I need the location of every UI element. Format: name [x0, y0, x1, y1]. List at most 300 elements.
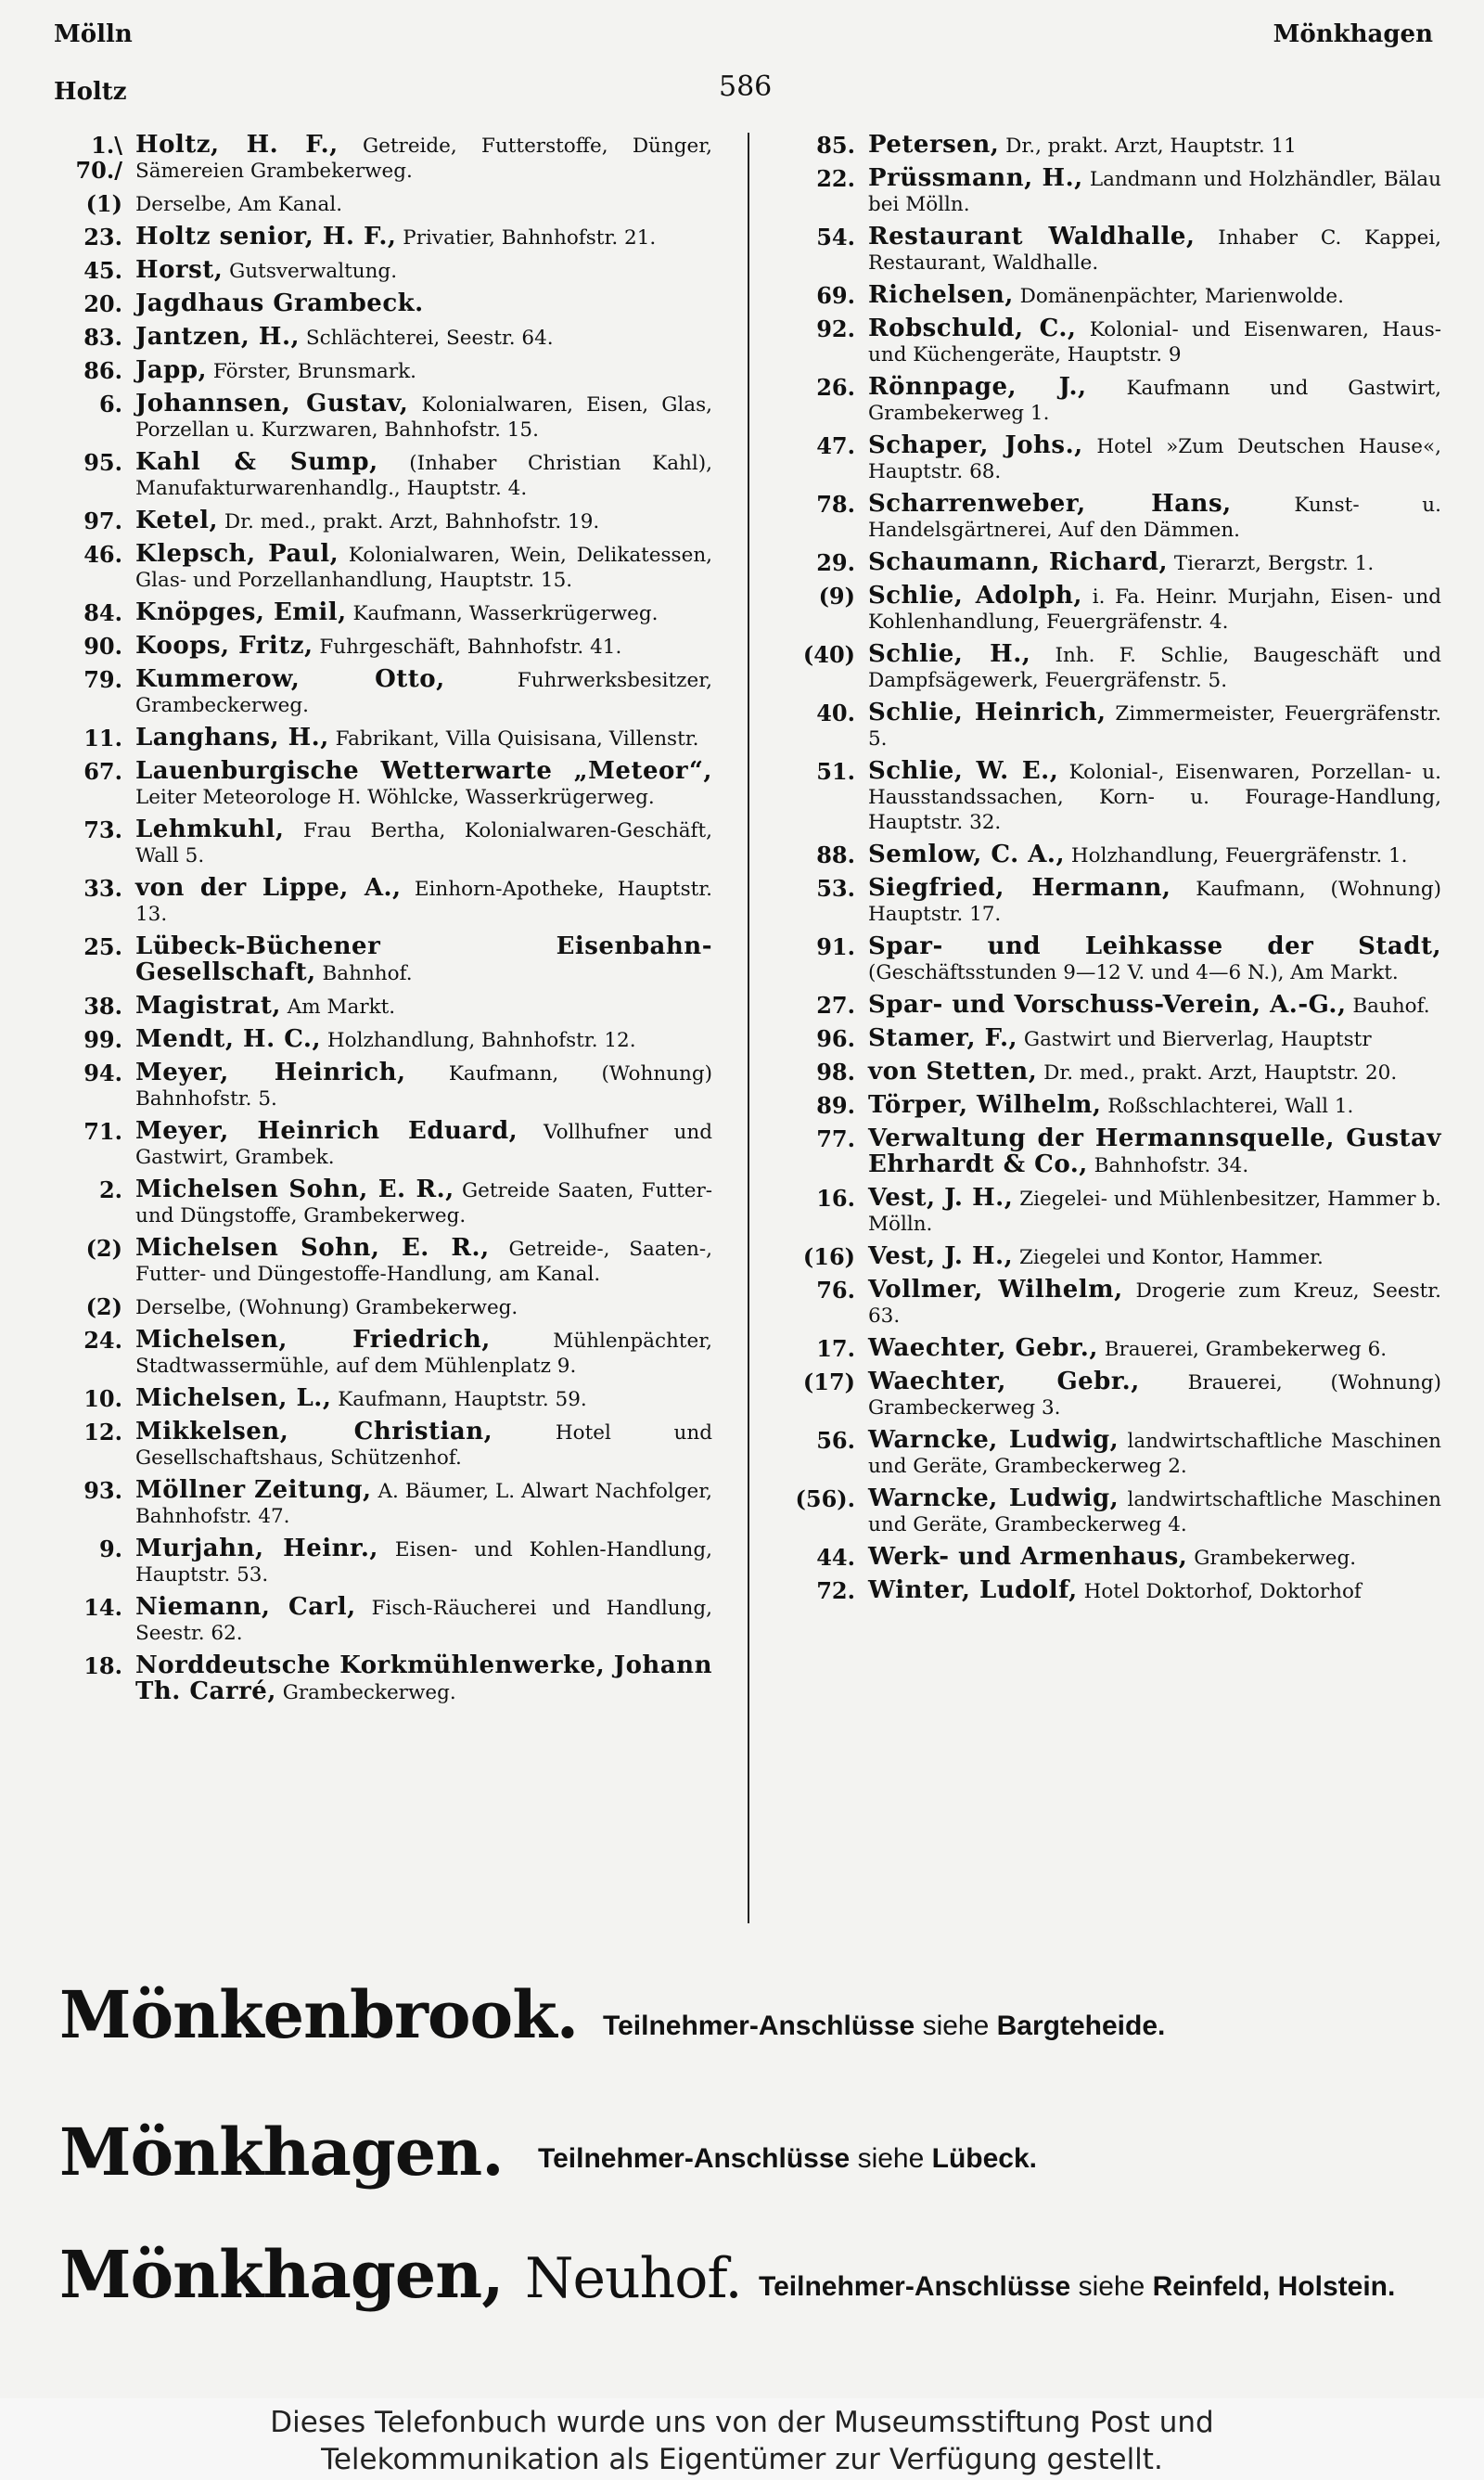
list-item: [45, 258, 712, 284]
entry-details: Holzhandlung, Feuergräfenstr. 1.: [1070, 844, 1408, 867]
entry-text: [868, 700, 1441, 752]
entry-details: Inh. F. Schlie, Baugeschäft und Dampfsägewerk, Feuergräfenstr. 5.: [868, 644, 1441, 692]
entry-number: 78.: [816, 491, 855, 518]
entry-number: 96.: [816, 1025, 855, 1052]
entry-text: [868, 1026, 1441, 1052]
entry-name: Petersen,: [868, 131, 1000, 159]
entry-details: Derselbe, (Wohnung) Grambekerweg.: [135, 1296, 518, 1319]
entry-name: Meyer, Heinrich,: [135, 1059, 406, 1086]
entry-name: Schlie, H.,: [868, 640, 1031, 668]
entry-name: Niemann, Carl,: [135, 1593, 356, 1621]
entry-details: Leiter Meteorologe H. Wöhlcke, Wasserkrügerweg.: [135, 786, 655, 809]
entry-details: Tierarzt, Bergstr. 1.: [1173, 552, 1375, 575]
right-column: [777, 133, 1441, 1612]
list-item: [45, 667, 712, 718]
list-item: [777, 375, 1441, 426]
entry-details: (Geschäftsstunden 9—12 V. und 4—6 N.), Am Markt.: [868, 961, 1399, 984]
entry-number: (16): [802, 1243, 855, 1270]
entry-number: (9): [818, 583, 855, 610]
entry-number: 17.: [816, 1335, 855, 1362]
entry-name: Spar- und Leihkasse der Stadt,: [868, 932, 1441, 960]
entry-details: Inhaber C. Kappei, Restaurant, Waldhalle.: [868, 226, 1442, 275]
entry-number: 99.: [83, 1026, 122, 1053]
entry-number: (1): [85, 190, 122, 217]
list-item: [45, 1027, 712, 1053]
entry-number: 95.: [83, 449, 122, 476]
entry-name: Koops, Fritz,: [135, 632, 313, 660]
entry-details: Derselbe, Am Kanal.: [135, 193, 343, 216]
list-item: [777, 1428, 1441, 1479]
entry-text: [135, 325, 712, 351]
entry-details: Hotel Doktorhof, Doktorhof: [1083, 1580, 1362, 1603]
entry-number: 92.: [816, 315, 855, 342]
entry-details: Gastwirt und Bierverlag, Hauptstr: [1023, 1028, 1372, 1051]
entry-text: [868, 225, 1441, 276]
entry-text: [135, 1595, 712, 1646]
entry-name: Siegfried, Hermann,: [868, 874, 1171, 902]
entry-details: Vollhufner und Gastwirt, Grambek.: [135, 1121, 713, 1169]
entry-details: Roßschlachterei, Wall 1.: [1107, 1095, 1354, 1118]
entry-number: 98.: [816, 1059, 855, 1086]
entry-text: [135, 1328, 712, 1379]
entry-name: Michelsen, L.,: [135, 1384, 332, 1412]
entry-text: [135, 759, 712, 810]
list-item: [777, 492, 1441, 543]
entry-number: 29.: [816, 549, 855, 576]
entry-details: Getreide, Futterstoffe, Dünger, Sämereien Grambekerweg.: [135, 135, 712, 183]
entry-text: [135, 634, 712, 660]
entry-text: [868, 1244, 1441, 1270]
entry-number: 83.: [83, 324, 122, 351]
entry-name: Vest, J. H.,: [868, 1242, 1014, 1270]
entry-number: 16.: [816, 1185, 855, 1212]
entry-name: Kummerow, Otto,: [135, 665, 445, 693]
entry-number: 93.: [83, 1477, 122, 1504]
column-divider: [748, 133, 749, 1923]
entry-number: (2): [85, 1293, 122, 1320]
list-item: [777, 283, 1441, 309]
entry-name: Mendt, H. C.,: [135, 1025, 322, 1053]
entry-text: [135, 225, 712, 251]
entry-number: 33.: [83, 875, 122, 902]
entry-number: 46.: [83, 541, 122, 568]
entry-text: [135, 508, 712, 534]
left-column: [45, 133, 712, 1713]
entry-number: 56.: [816, 1427, 855, 1454]
list-item: [777, 166, 1441, 217]
list-item: [45, 1536, 712, 1587]
entry-details: Getreide Saaten, Futter- und Düngstoffe, Grambekerweg.: [135, 1179, 712, 1227]
list-item: [45, 1294, 712, 1320]
entry-details: Kaufmann und Gastwirt, Grambekerweg 1.: [868, 377, 1441, 425]
section-title-moenkhagen: [59, 2114, 504, 2191]
entry-name: von Stetten,: [868, 1058, 1038, 1086]
entry-name: Schaumann, Richard,: [868, 548, 1169, 576]
entry-details: Ziegelei- und Mühlenbesitzer, Hammer b. Mölln.: [868, 1188, 1442, 1236]
entry-details: Kolonial- und Eisenwaren, Haus- und Küchengeräte, Hauptstr. 9: [868, 318, 1442, 366]
entry-text: [868, 1336, 1441, 1362]
list-item: [45, 450, 712, 501]
section-title-text: Mönkhagen.: [59, 2114, 504, 2191]
note-target: Bargteheide.: [996, 2011, 1166, 2041]
entry-number: 14.: [83, 1594, 122, 1621]
entry-text: [868, 375, 1441, 426]
entry-name: Murjahn, Heinr.,: [135, 1535, 378, 1562]
entry-number: 1.\ 70./: [75, 132, 122, 184]
entry-name: Holtz senior, H. F.,: [135, 223, 397, 251]
entry-text: [868, 1278, 1441, 1329]
entry-details: Grambekerweg.: [1194, 1547, 1357, 1570]
entry-name: Warncke, Ludwig,: [868, 1484, 1119, 1512]
entry-text: [135, 358, 712, 384]
entry-details: Förster, Brunsmark.: [212, 360, 417, 383]
list-item: [777, 1369, 1441, 1420]
list-item: [45, 542, 712, 593]
entry-text: [135, 542, 712, 593]
entry-text: [135, 667, 712, 718]
list-item: [777, 1578, 1441, 1604]
entry-name: Vest, J. H.,: [868, 1184, 1014, 1212]
entry-details: Fabrikant, Villa Quisisana, Villenstr.: [335, 727, 699, 751]
list-item: [45, 1420, 712, 1471]
entry-name: Norddeutsche Korkmühlenwerke, Johann Th. Carré,: [135, 1651, 712, 1705]
entry-details: Ziegelei und Kontor, Hammer.: [1018, 1246, 1324, 1269]
entry-text: [868, 283, 1441, 309]
entry-number: 54.: [816, 224, 855, 251]
entry-details: Schlächterei, Seestr. 64.: [305, 327, 554, 350]
entry-text: [868, 642, 1441, 693]
entry-number: 22.: [816, 165, 855, 192]
page-number: 586: [719, 71, 773, 103]
note-target: Reinfeld, Holstein.: [1152, 2271, 1396, 2302]
entry-number: 53.: [816, 875, 855, 902]
section-title-moenkenbrook: [59, 1976, 578, 2053]
entry-details: Fisch-Räucherei und Handlung, Seestr. 62.: [135, 1597, 712, 1645]
entry-number: (17): [802, 1368, 855, 1395]
entry-text: [135, 817, 712, 868]
entry-number: 38.: [83, 993, 122, 1020]
running-head-left: Mölln: [54, 20, 133, 48]
entry-text: [135, 291, 712, 317]
attribution-line-2: Telekommunikation als Eigentümer zur Verfügung gestellt.: [321, 2443, 1163, 2476]
entry-text: [868, 1186, 1441, 1237]
entry-name: Holtz, H. F.,: [135, 131, 339, 159]
entry-details: Brauerei, (Wohnung) Grambeckerweg 3.: [868, 1371, 1442, 1420]
list-item: [45, 1478, 712, 1529]
note-label: Teilnehmer-Anschlüsse: [538, 2143, 851, 2174]
entry-name: Kahl & Sump,: [135, 448, 378, 476]
list-item: [777, 550, 1441, 576]
entry-name: Jagdhaus Grambeck.: [135, 289, 424, 317]
list-item: [777, 876, 1441, 927]
list-item: [777, 584, 1441, 635]
note-target: Lübeck.: [931, 2143, 1037, 2174]
entry-number: 97.: [83, 508, 122, 534]
list-item: [45, 392, 712, 443]
entry-text: [868, 759, 1441, 835]
entry-number: 18.: [83, 1652, 122, 1679]
entry-details: Eisen- und Kohlen-Handlung, Hauptstr. 53.: [135, 1538, 712, 1587]
entry-text: [135, 1027, 712, 1053]
entry-number: 73.: [83, 816, 122, 843]
entry-details: Bahnhof.: [322, 962, 413, 985]
entry-text: [868, 1093, 1441, 1119]
entry-details: (Inhaber Christian Kahl), Manufakturwarenhandlg., Hauptstr. 4.: [135, 452, 712, 500]
entry-details: Dr. med., prakt. Arzt, Bahnhofstr. 19.: [224, 510, 600, 533]
entry-name: Michelsen Sohn, E. R.,: [135, 1176, 454, 1203]
entry-name: Johannsen, Gustav,: [135, 390, 409, 418]
entry-text: [868, 842, 1441, 868]
entry-name: Winter, Ludolf,: [868, 1576, 1078, 1604]
entry-details: Domänenpächter, Marienwolde.: [1019, 285, 1344, 308]
entry-details: Bauhof.: [1352, 995, 1430, 1018]
entry-number: 69.: [816, 282, 855, 309]
entry-text: [135, 258, 712, 284]
entry-number: 6.: [98, 391, 122, 418]
entry-details: Kunst- u. Handelsgärtnerei, Auf den Dämmen.: [868, 494, 1441, 542]
section-title-moenkhagen-neuhof: [59, 2236, 742, 2313]
list-item: [777, 700, 1441, 752]
entry-text: [135, 450, 712, 501]
entry-details: landwirtschaftliche Maschinen und Geräte, Grambeckerweg 4.: [868, 1488, 1441, 1536]
entry-text: [135, 1478, 712, 1529]
entry-details: A. Bäumer, L. Alwart Nachfolger, Bahnhofstr. 47.: [135, 1480, 712, 1528]
entry-text: [135, 726, 712, 752]
entry-text: [135, 876, 712, 927]
entry-number: 90.: [83, 633, 122, 660]
entry-number: 45.: [83, 257, 122, 284]
list-item: [45, 291, 712, 317]
list-item: [45, 358, 712, 384]
entry-name: Lauenburgische Wetterwarte „Meteor“,: [135, 757, 712, 785]
list-item: [45, 1328, 712, 1379]
entry-text: [868, 316, 1441, 367]
entry-name: Rönnpage, J.,: [868, 373, 1087, 401]
entry-number: 10.: [83, 1385, 122, 1412]
entry-details: Hotel »Zum Deutschen Hause«, Hauptstr. 68.: [868, 435, 1441, 483]
list-item: [45, 634, 712, 660]
entry-number: 12.: [83, 1419, 122, 1446]
list-item: [777, 133, 1441, 159]
entry-number: 9.: [98, 1536, 122, 1562]
list-item: [777, 1244, 1441, 1270]
entry-details: Kolonialwaren, Wein, Delikatessen, Glas- und Porzellanhandlung, Hauptstr. 15.: [135, 544, 712, 592]
list-item: [45, 1060, 712, 1112]
list-item: [45, 726, 712, 752]
entry-number: 85.: [816, 132, 855, 159]
entry-details: Zimmermeister, Feuergräfenstr. 5.: [868, 702, 1441, 751]
entry-name: Prüssmann, H.,: [868, 164, 1083, 192]
entry-number: 40.: [816, 700, 855, 726]
entry-name: Richelsen,: [868, 281, 1014, 309]
entry-number: 67.: [83, 758, 122, 785]
list-item: [45, 994, 712, 1020]
list-item: [45, 1177, 712, 1228]
list-item: [777, 225, 1441, 276]
entry-name: Stamer, F.,: [868, 1024, 1018, 1052]
entry-details: Bahnhofstr. 34.: [1094, 1154, 1249, 1177]
list-item: [777, 1486, 1441, 1537]
entry-details: Holzhandlung, Bahnhofstr. 12.: [326, 1029, 636, 1052]
entry-number: (40): [802, 641, 855, 668]
list-item: [777, 433, 1441, 484]
section-note-moenkenbrook: [603, 2011, 1165, 2042]
list-item: [777, 1278, 1441, 1329]
entry-text: [868, 1486, 1441, 1537]
entry-details: landwirtschaftliche Maschinen und Geräte, Grambeckerweg 2.: [868, 1430, 1441, 1478]
attribution-footer: [0, 2398, 1484, 2480]
list-item: [45, 225, 712, 251]
entry-name: Klepsch, Paul,: [135, 540, 339, 568]
entry-number: 91.: [816, 933, 855, 960]
entry-details: Landmann und Holzhändler, Bälau bei Mölln.: [868, 168, 1441, 216]
entry-text: [868, 584, 1441, 635]
entry-details: Gutsverwaltung.: [229, 260, 398, 283]
list-item: [777, 1026, 1441, 1052]
entry-number: 71.: [83, 1118, 122, 1145]
entry-text: [135, 1060, 712, 1112]
entry-name: Jantzen, H.,: [135, 323, 301, 351]
entry-name: Schlie, Adolph,: [868, 582, 1082, 610]
entry-text: [868, 166, 1441, 217]
entry-text: [868, 876, 1441, 927]
entry-name: Schlie, Heinrich,: [868, 699, 1107, 726]
entry-details: Einhorn-Apotheke, Hauptstr. 13.: [135, 878, 712, 926]
entry-details: Mühlenpächter, Stadtwassermühle, auf dem Mühlenplatz 9.: [135, 1330, 712, 1378]
entry-details: Kaufmann, (Wohnung) Hauptstr. 17.: [868, 878, 1441, 926]
entry-name: Lübeck-Büchener Eisenbahn-Gesellschaft,: [135, 932, 712, 986]
running-head-right: Mönkhagen: [1273, 20, 1433, 48]
entry-name: Meyer, Heinrich Eduard,: [135, 1117, 518, 1145]
entry-number: 47.: [816, 432, 855, 459]
entry-text: [135, 133, 712, 184]
entry-text: [868, 1545, 1441, 1571]
entry-name: Werk- und Armenhaus,: [868, 1543, 1188, 1571]
section-title-text: Mönkenbrook.: [59, 1976, 579, 2053]
entry-text: [868, 1578, 1441, 1604]
entry-name: Lehmkuhl,: [135, 816, 285, 843]
entry-name: Robschuld, C.,: [868, 315, 1077, 342]
list-item: [45, 759, 712, 810]
entry-text: [868, 1126, 1441, 1178]
entry-name: Möllner Zeitung,: [135, 1476, 372, 1504]
entry-details: Kaufmann, Hauptstr. 59.: [338, 1388, 587, 1411]
entry-text: [135, 600, 712, 626]
entry-number: 84.: [83, 599, 122, 626]
entry-text: [868, 1428, 1441, 1479]
entry-number: (2): [85, 1235, 122, 1262]
entry-details: Fuhrgeschäft, Bahnhofstr. 41.: [319, 636, 622, 659]
list-item: [777, 1545, 1441, 1571]
list-item: [45, 325, 712, 351]
section-title-text: Mönkhagen,: [59, 2236, 504, 2313]
list-item: [45, 191, 712, 217]
entry-number: 88.: [816, 842, 855, 868]
entry-text: [135, 1653, 712, 1705]
list-item: [45, 934, 712, 986]
list-item: [777, 1093, 1441, 1119]
entry-details: Kaufmann, Wasserkrügerweg.: [352, 602, 659, 625]
entry-details: Kolonialwaren, Eisen, Glas, Porzellan u. Kurzwaren, Bahnhofstr. 15.: [135, 393, 712, 442]
list-item: [45, 600, 712, 626]
note-see: siehe: [922, 2011, 990, 2041]
entry-details: Am Markt.: [287, 996, 396, 1019]
entry-text: [135, 994, 712, 1020]
list-item: [45, 1236, 712, 1287]
entry-number: 11.: [83, 725, 122, 752]
entry-text: [135, 392, 712, 443]
entry-name: Vollmer, Wilhelm,: [868, 1276, 1123, 1304]
entry-name: Waechter, Gebr.,: [868, 1334, 1098, 1362]
entry-number: 24.: [83, 1327, 122, 1354]
entry-text: [135, 1386, 712, 1412]
entry-details: Kaufmann, (Wohnung) Bahnhofstr. 5.: [135, 1062, 713, 1111]
entry-number: 72.: [816, 1577, 855, 1604]
entry-number: 89.: [816, 1092, 855, 1119]
entry-details: Frau Bertha, Kolonialwaren-Geschäft, Wall 5.: [135, 819, 712, 867]
entry-name: Michelsen Sohn, E. R.,: [135, 1234, 490, 1262]
entry-number: 23.: [83, 224, 122, 251]
entry-name: Japp,: [135, 356, 208, 384]
entry-name: Warncke, Ludwig,: [868, 1426, 1119, 1454]
entry-number: 27.: [816, 992, 855, 1019]
entry-name: Horst,: [135, 256, 224, 284]
list-item: [777, 934, 1441, 985]
entry-name: Langhans, H.,: [135, 724, 329, 752]
entry-text: [135, 1294, 712, 1320]
list-item: [777, 1186, 1441, 1237]
entry-name: von der Lippe, A.,: [135, 874, 402, 902]
entry-name: Restaurant Waldhalle,: [868, 223, 1196, 251]
list-item: [777, 642, 1441, 693]
entry-name: Verwaltung der Hermannsquelle, Gustav Ehrhardt & Co.,: [868, 1124, 1441, 1178]
list-item: [45, 1595, 712, 1646]
entry-number: 86.: [83, 357, 122, 384]
entry-number: 51.: [816, 758, 855, 785]
section-note-moenkhagen-neuhof: [759, 2271, 1395, 2303]
list-item: [777, 759, 1441, 835]
entry-name: Scharrenweber, Hans,: [868, 490, 1232, 518]
entry-details: Hotel und Gesellschaftshaus, Schützenhof.: [135, 1421, 712, 1470]
entry-details: Fuhrwerksbesitzer, Grambeckerweg.: [135, 669, 712, 717]
list-item: [45, 1386, 712, 1412]
entry-text: [868, 492, 1441, 543]
entry-name: Schlie, W. E.,: [868, 757, 1059, 785]
entry-text: [868, 993, 1441, 1019]
list-item: [45, 1653, 712, 1705]
entry-name: Ketel,: [135, 507, 219, 534]
entry-name: Spar- und Vorschuss-Verein, A.-G.,: [868, 991, 1347, 1019]
entry-text: [135, 191, 712, 217]
entry-details: Brauerei, Grambekerweg 6.: [1104, 1338, 1388, 1361]
list-item: [45, 508, 712, 534]
entry-number: 76.: [816, 1277, 855, 1304]
entry-name: Mikkelsen, Christian,: [135, 1418, 493, 1446]
entry-name: Waechter, Gebr.,: [868, 1368, 1140, 1395]
entry-text: [868, 433, 1441, 484]
note-label: Teilnehmer-Anschlüsse: [603, 2011, 915, 2041]
entry-details: Getreide-, Saaten-, Futter- und Düngestoffe-Handlung, am Kanal.: [135, 1238, 712, 1286]
entry-number: (56).: [795, 1485, 855, 1512]
list-item: [777, 993, 1441, 1019]
entry-number: 94.: [83, 1060, 122, 1086]
entry-text: [135, 934, 712, 986]
entry-name: Michelsen, Friedrich,: [135, 1326, 491, 1354]
entry-details: Drogerie zum Kreuz, Seestr. 63.: [868, 1279, 1441, 1328]
entry-text: [868, 934, 1441, 985]
list-item: [777, 842, 1441, 868]
entry-text: [135, 1119, 712, 1170]
